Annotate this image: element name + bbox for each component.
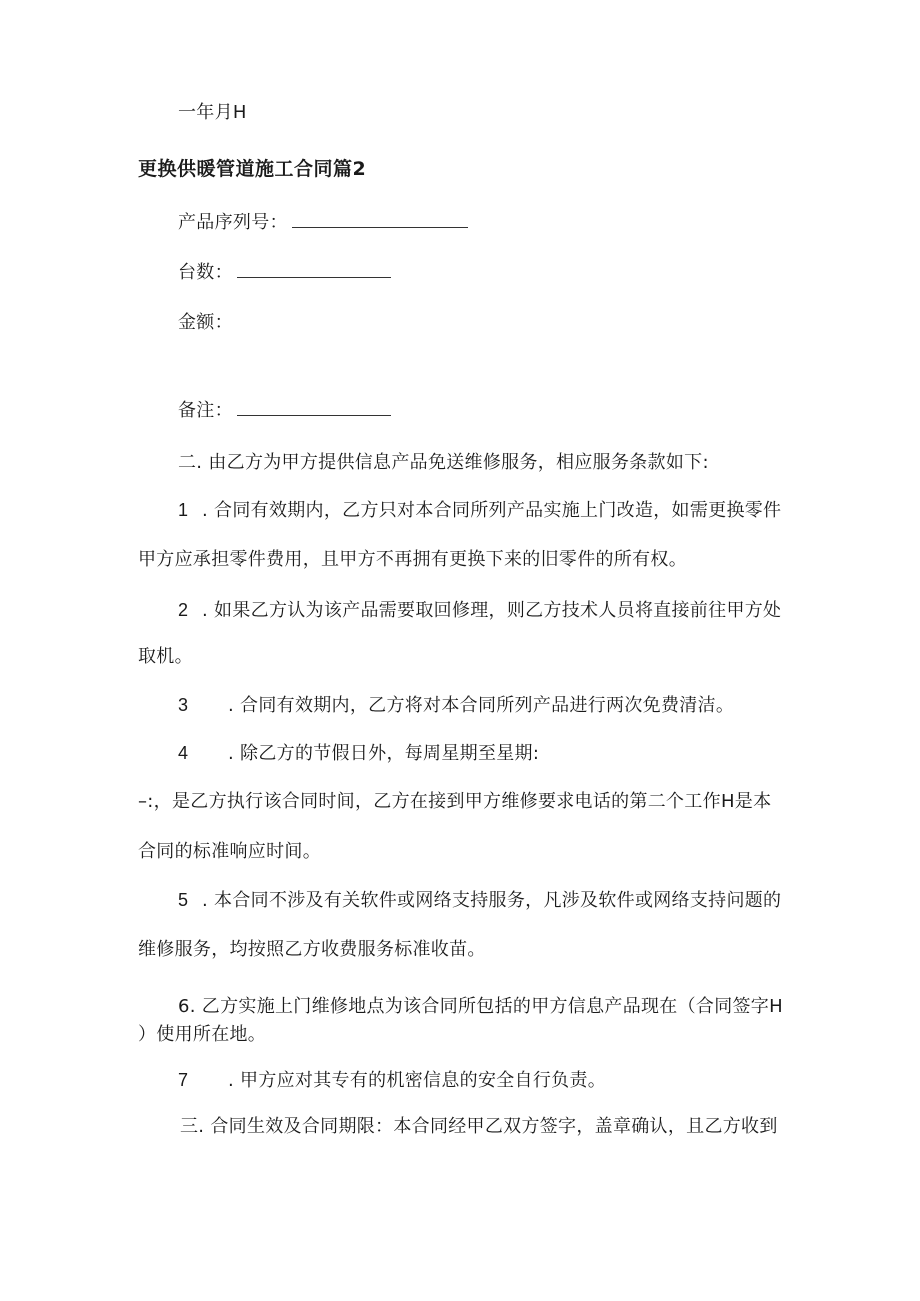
serial-label: 产品序列号： <box>178 212 288 233</box>
section2-heading: 二. 由乙方为甲方提供信息产品免送维修服务，相应服务条款如下: <box>178 452 709 473</box>
qty-field <box>178 261 391 285</box>
serial-blank <box>292 213 468 228</box>
item5-line1 <box>178 888 781 913</box>
item5-text: . 本合同不涉及有关软件或网络支持服务，凡涉及软件或网络支持问题的 <box>202 890 782 911</box>
item1-number: 1 <box>178 500 189 520</box>
item4-line3: 合同的标准响应时间。 <box>138 841 321 862</box>
item2-line2: 取机。 <box>138 646 193 667</box>
section3-heading: 三. 合同生效及合同期限：本合同经甲乙双方签字，盖章确认，且乙方收到 <box>180 1116 778 1137</box>
serial-field <box>178 211 468 235</box>
item7-line1 <box>178 1068 606 1093</box>
amount-field <box>178 311 233 335</box>
remark-label: 备注： <box>178 400 233 421</box>
item3-line1 <box>178 693 734 718</box>
qty-label: 台数： <box>178 262 233 283</box>
amount-label: 金额： <box>178 312 233 333</box>
document-title: 更换供暖管道施工合同篇2 <box>138 158 367 180</box>
item5-number: 5 <box>178 890 189 910</box>
item4-text: . 除乙方的节假日外，每周星期至星期: <box>228 743 540 764</box>
item6-line2: ）使用所在地。 <box>138 1024 267 1045</box>
item1-text: . 合同有效期内，乙方只对本合同所列产品实施上门改造，如需更换零件 <box>202 500 782 521</box>
item4-number: 4 <box>178 743 189 763</box>
item1-line1 <box>178 498 781 523</box>
remark-field <box>178 399 391 423</box>
remark-blank <box>237 401 391 416</box>
qty-blank <box>237 263 391 278</box>
item6-line1: 6. 乙方实施上门维修地点为该合同所包括的甲方信息产品现在（合同签字H <box>178 996 783 1017</box>
item2-text: . 如果乙方认为该产品需要取回修理，则乙方技术人员将直接前往甲方处 <box>202 600 782 621</box>
item4-line1 <box>178 741 539 766</box>
item3-number: 3 <box>178 695 189 715</box>
item5-line2: 维修服务，均按照乙方收费服务标准收苗。 <box>138 939 486 960</box>
item7-text: . 甲方应对其专有的机密信息的安全自行负责。 <box>228 1070 607 1091</box>
date-line: 一年月H <box>178 102 247 123</box>
item1-line2: 甲方应承担零件费用，且甲方不再拥有更换下来的旧零件的所有权。 <box>138 549 687 570</box>
item7-number: 7 <box>178 1070 189 1090</box>
item2-number: 2 <box>178 600 189 620</box>
item2-line1 <box>178 598 781 623</box>
item3-text: . 合同有效期内，乙方将对本合同所列产品进行两次免费清洁。 <box>228 695 735 716</box>
item4-line2: –:，是乙方执行该合同时间，乙方在接到甲方维修要求电话的第二个工作H是本 <box>138 791 772 812</box>
